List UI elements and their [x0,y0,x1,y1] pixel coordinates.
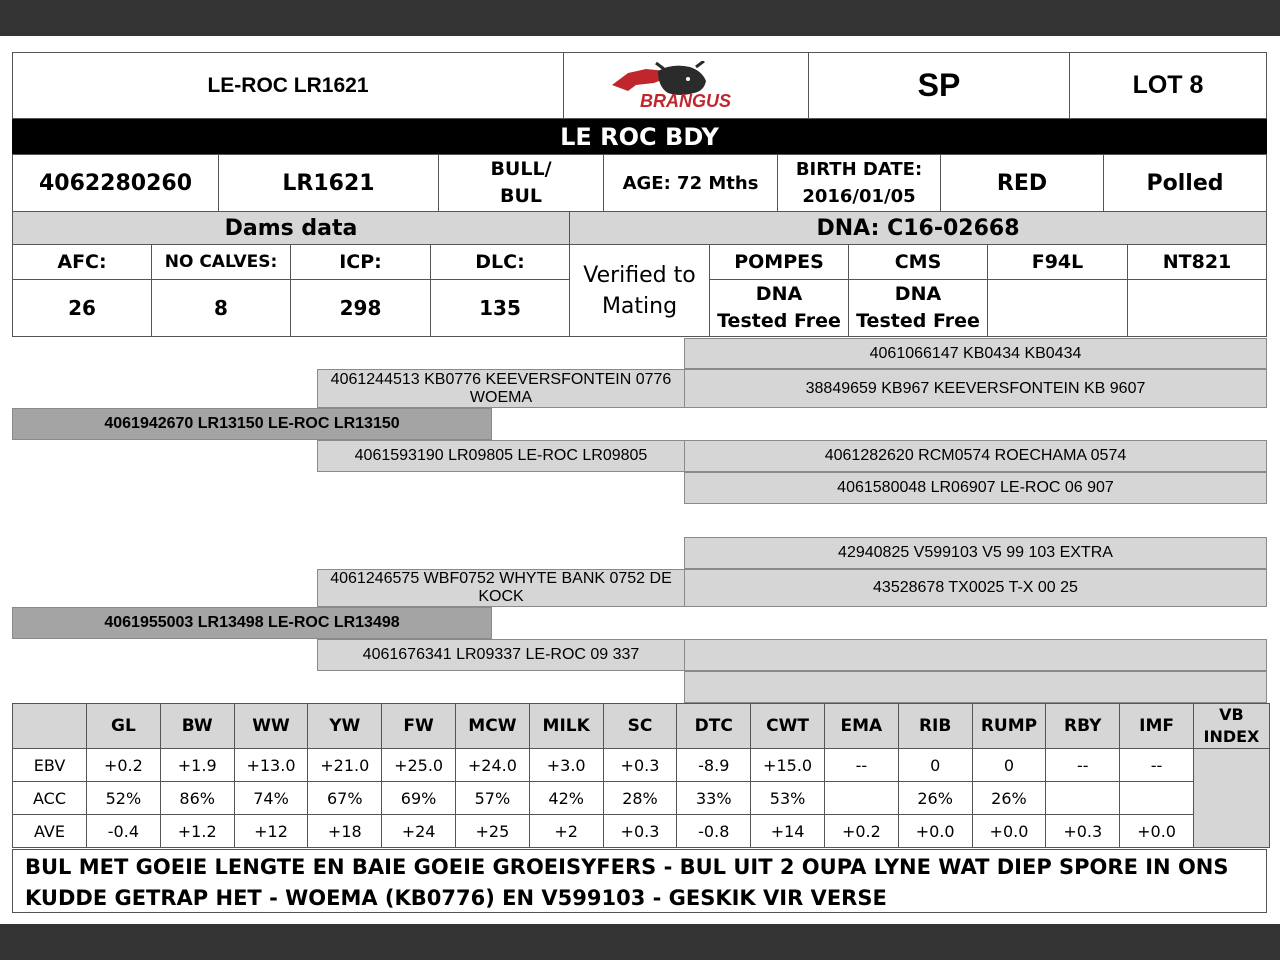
sex-line-2: BUL [499,185,543,207]
vb-index-header [1193,704,1269,749]
ebv-value-cell: 33% [677,782,751,815]
vb-index-line-1: VB [1219,705,1244,724]
dna-test-pompes [709,244,849,280]
ebv-value-cell: 53% [751,782,825,815]
birth-date-value: 2016/01/05 [802,186,916,207]
ebv-column-header: MCW [455,704,529,749]
ebv-value-cell: -- [824,749,898,782]
ebv-column-header: BW [160,704,234,749]
animal-age [603,154,778,212]
verified-line-2: Mating [601,293,678,319]
ebv-value-cell: +25.0 [382,749,456,782]
f94l-label: F94L [1031,251,1084,273]
ebv-value-cell [1046,782,1120,815]
top-frame-bar [0,0,1280,36]
horn-status [1103,154,1267,212]
ebv-row-acc [13,782,1270,815]
dsd-text: 43528678 TX0025 T-X 00 25 [873,579,1078,596]
comments-box [12,849,1267,913]
ebv-column-header: WW [234,704,308,749]
pedigree-sire-dam [317,440,685,472]
birth-date-label: BIRTH DATE: [795,159,923,180]
verified-line-1: Verified to [583,262,696,288]
dna-test-f94l [987,244,1128,280]
sex-line-1: BULL/ [490,158,552,180]
pedigree-sire [12,408,492,440]
ebv-value-cell: +13.0 [234,749,308,782]
dna-header [569,211,1267,245]
ebv-row-label: ACC [13,782,87,815]
cms-result-2: Tested Free [856,310,980,332]
dna-test-cms [848,244,988,280]
ebv-column-header: GL [87,704,161,749]
sdd-text: 4061580048 LR06907 LE-ROC 06 907 [837,479,1114,496]
animal-name-text: LE-ROC LR1621 [207,73,369,97]
animal-code-text: LR1621 [282,170,375,196]
pedigree-sire-dam-dam [684,472,1267,504]
ebv-column-header: EMA [824,704,898,749]
ebv-value-cell: +0.2 [87,749,161,782]
ebv-value-cell: 74% [234,782,308,815]
ebv-value-cell: +0.3 [603,749,677,782]
ebv-value-cell: +25 [455,815,529,848]
ebv-header-row [13,704,1270,749]
dams-label-calves [151,244,291,280]
ebv-value-cell: +1.9 [160,749,234,782]
comments-text: BUL MET GOEIE LENGTE EN BAIE GOEIE GROEISYFERS - BUL UIT 2 OUPA LYNE WAT DIEP SPORE IN ONS KUDDE GETRAP HET - WOEMA (KB0776) EN V599103 - GESKIK VIR VERSE [25,855,1229,910]
ebv-value-cell: 28% [603,782,677,815]
ebv-value-cell: 26% [898,782,972,815]
animal-color [940,154,1104,212]
ebv-value-cell: -- [1120,749,1194,782]
dam-text: 4061955003 LR13498 LE-ROC LR13498 [104,614,400,631]
pompes-result-2: Tested Free [717,310,841,332]
ebv-value-cell: +2 [529,815,603,848]
logo-wordmark: BRANGUS [640,90,732,111]
ebv-value-cell: -0.8 [677,815,751,848]
dams-value-afc [12,279,152,337]
dna-result-pompes [709,279,849,337]
ebv-value-cell: +0.3 [1046,815,1120,848]
afc-value: 26 [68,296,96,320]
pedigree-dam-sire-dam [684,569,1267,607]
color-text: RED [996,170,1048,196]
pedigree-sire-sire-sire [684,338,1267,369]
ebv-value-cell: +0.0 [898,815,972,848]
calves-value: 8 [214,296,228,320]
dna-result-f94l [987,279,1128,337]
ebv-column-header: RUMP [972,704,1046,749]
ebv-value-cell: +24.0 [455,749,529,782]
ebv-column-header: FW [382,704,456,749]
dams-value-calves [151,279,291,337]
sds-text: 4061282620 RCM0574 ROECHAMA 0574 [824,447,1127,464]
ebv-column-header: MILK [529,704,603,749]
ebv-value-cell: +1.2 [160,815,234,848]
pedigree-dam [12,607,492,639]
pedigree-dam-dam [317,639,685,671]
ssd-text: 38849659 KB967 KEEVERSFONTEIN KB 9607 [805,379,1146,397]
calves-label: NO CALVES: [164,252,278,272]
breeder-text: LE ROC BDY [560,122,719,151]
ebv-value-cell: +0.2 [824,815,898,848]
age-text: AGE: 72 Mths [622,172,759,194]
pedigree-sire-sire [317,369,685,408]
category-code [808,52,1070,119]
afc-label: AFC: [57,251,107,273]
bottom-frame-bar [0,924,1280,960]
ss-text: 4061244513 KB0776 KEEVERSFONTEIN 0776 WOEMA [330,370,672,406]
dlc-value: 135 [479,296,521,320]
pedigree-dam-dam-sire [684,639,1267,671]
ebv-table [12,703,1270,848]
dna-test-nt821 [1127,244,1267,280]
verified-to-mating [569,244,710,337]
breeder-banner [12,119,1267,154]
lot-text: LOT 8 [1132,71,1204,99]
icp-value: 298 [339,296,382,320]
ebv-value-cell: +24 [382,815,456,848]
dd-text: 4061676341 LR09337 LE-ROC 09 337 [362,646,640,663]
ebv-column-header: RIB [898,704,972,749]
pompes-label: POMPES [734,251,824,273]
pedigree-dam-sire-sire [684,537,1267,569]
category-text: SP [917,67,961,103]
ebv-value-cell: +14 [751,815,825,848]
animal-name [12,52,564,119]
vb-index-line-2: INDEX [1203,727,1260,746]
dna-title: DNA: C16-02668 [816,215,1020,241]
ebv-value-cell: 86% [160,782,234,815]
pedigree-sire-dam-sire [684,440,1267,472]
dams-label-dlc [430,244,570,280]
ebv-column-header: RBY [1046,704,1120,749]
ssss-text: 4061066147 KB0434 KB0434 [869,344,1082,362]
pedigree-dam-sire [317,569,685,607]
ebv-value-cell: +15.0 [751,749,825,782]
animal-code [218,154,439,212]
ebv-value-cell: 26% [972,782,1046,815]
pedigree-sire-sire-dam [684,369,1267,408]
ebv-value-cell [1120,782,1194,815]
ebv-value-cell: -8.9 [677,749,751,782]
bull-logo-icon [606,61,766,111]
lot-number [1069,52,1267,119]
vb-index-value [1193,749,1269,848]
ebv-column-header: YW [308,704,382,749]
brangus-logo [563,52,809,119]
ebv-value-cell: 67% [308,782,382,815]
dams-data-header [12,211,570,245]
ebv-value-cell: 57% [455,782,529,815]
dams-label-afc [12,244,152,280]
ebv-value-cell: -- [1046,749,1120,782]
ds-text: 4061246575 WBF0752 WHYTE BANK 0752 DE KOCK [330,570,672,605]
animal-id [12,154,219,212]
dams-title: Dams data [224,215,358,241]
ebv-column-header: DTC [677,704,751,749]
ebv-value-cell: 0 [972,749,1046,782]
sd-text: 4061593190 LR09805 LE-ROC LR09805 [354,447,648,464]
birth-date [777,154,941,212]
ebv-value-cell: 0 [898,749,972,782]
ebv-value-cell: +3.0 [529,749,603,782]
ebv-corner-cell [13,704,87,749]
animal-id-text: 4062280260 [38,170,193,196]
dna-result-nt821 [1127,279,1267,337]
ebv-row-label: AVE [13,815,87,848]
dlc-label: DLC: [475,251,525,273]
ebv-column-header: IMF [1120,704,1194,749]
sire-text: 4061942670 LR13150 LE-ROC LR13150 [104,415,400,432]
ebv-value-cell: +0.0 [972,815,1046,848]
cms-result-1: DNA [894,283,942,305]
dams-value-icp [290,279,431,337]
pompes-result-1: DNA [755,283,803,305]
dams-value-dlc [430,279,570,337]
ebv-row-ave [13,815,1270,848]
dams-label-icp [290,244,431,280]
ebv-column-header: SC [603,704,677,749]
ebv-value-cell: 69% [382,782,456,815]
ebv-value-cell [824,782,898,815]
animal-sex [438,154,604,212]
dss-text: 42940825 V599103 V5 99 103 EXTRA [838,544,1113,561]
icp-label: ICP: [339,251,382,273]
ebv-row-ebv [13,749,1270,782]
pedigree-dam-dam-dam [684,671,1267,703]
ebv-value-cell: 42% [529,782,603,815]
ebv-value-cell: +12 [234,815,308,848]
ebv-value-cell: -0.4 [87,815,161,848]
ebv-column-header: CWT [751,704,825,749]
dna-result-cms [848,279,988,337]
ebv-row-label: EBV [13,749,87,782]
horn-text: Polled [1146,170,1224,196]
ebv-value-cell: +21.0 [308,749,382,782]
ebv-value-cell: +0.0 [1120,815,1194,848]
cms-label: CMS [894,251,942,273]
ebv-value-cell: 52% [87,782,161,815]
nt821-label: NT821 [1162,251,1232,273]
ebv-value-cell: +0.3 [603,815,677,848]
ebv-value-cell: +18 [308,815,382,848]
